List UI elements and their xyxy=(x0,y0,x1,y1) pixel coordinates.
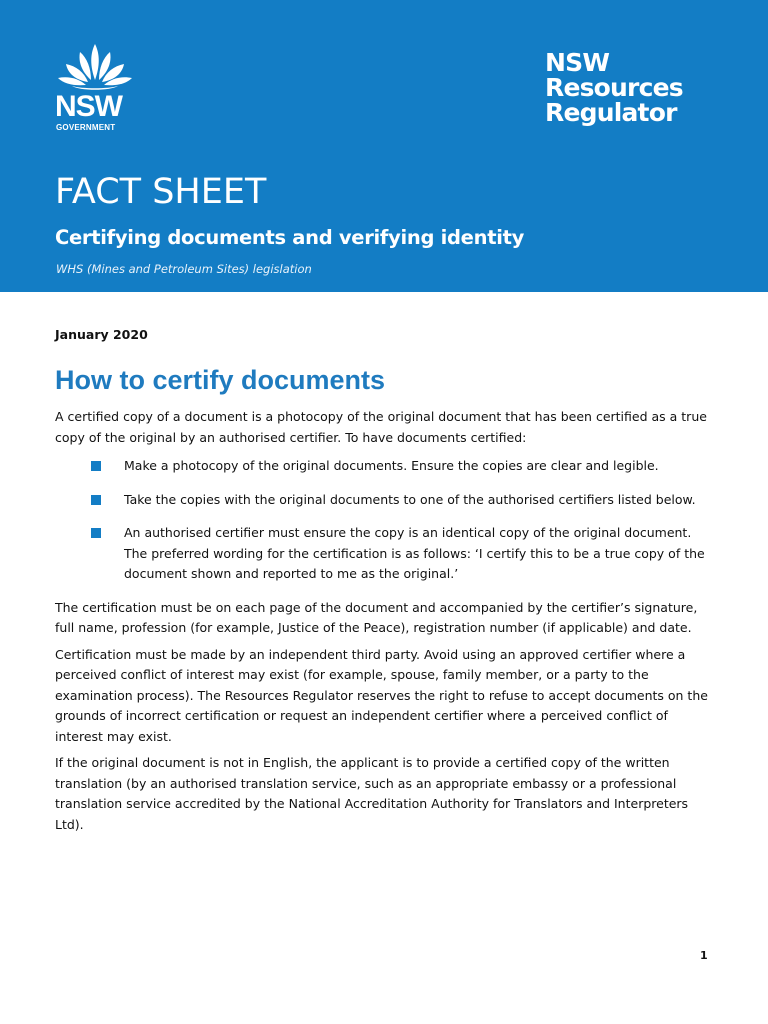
intro-paragraph: A certified copy of a document is a photocopy of the original document that has been certified as a true copy of the original by an authorised certifier. To have documents certified: xyxy=(55,409,707,445)
nsw-wordmark: NSW xyxy=(55,90,122,123)
fact-sheet-title: FACT SHEET xyxy=(55,172,267,212)
list-item xyxy=(55,490,715,511)
fact-sheet-subtitle: Certifying documents and verifying identity xyxy=(55,226,525,249)
square-bullet-icon xyxy=(91,495,101,505)
header-banner xyxy=(0,0,768,292)
list-item-text: Make a photocopy of the original documents. Ensure the copies are clear and legible. xyxy=(124,458,659,473)
government-wordmark: GOVERNMENT xyxy=(56,123,116,132)
list-item xyxy=(55,456,715,477)
document-body xyxy=(55,325,715,841)
list-item xyxy=(55,523,715,585)
list-item-text: Take the copies with the original documents to one of the authorised certifiers listed below. xyxy=(124,491,696,507)
section-heading: How to certify documents xyxy=(55,365,386,395)
list-item-text: An authorised certifier must ensure the copy is an identical copy of the original document. The preferred wording for the certification is as follows: ‘I certify this to be a true copy of the document shown and reported to me as the original.’ xyxy=(124,525,705,581)
waratah-icon xyxy=(50,40,140,95)
regulator-line: Resources xyxy=(545,73,683,102)
page-number: 1 xyxy=(700,949,708,962)
square-bullet-icon xyxy=(91,461,101,471)
resources-regulator-logo xyxy=(545,50,745,125)
regulator-line: Regulator xyxy=(545,98,677,127)
regulator-line: NSW xyxy=(545,48,610,77)
body-paragraph: Certification must be made by an independent third party. Avoid using an approved certifier where a perceived conflict of interest may exist (for example, spouse, family member, or a party to the examination process). The Resources Regulator reserves the right to refuse to accept documents on the grounds of incorrect certification or request an independent certifier where a perceived conflict of interest may exist. xyxy=(55,646,708,744)
body-paragraph: The certification must be on each page of the document and accompanied by the certifier’s signature, full name, profession (for example, Justice of the Peace), registration number (if applicable) and date. xyxy=(55,599,698,635)
square-bullet-icon xyxy=(91,528,101,538)
steps-list xyxy=(55,456,715,585)
body-paragraph: If the original document is not in English, the applicant is to provide a certified copy of the written translation (by an authorised translation service, such as an appropriate embassy or a professional translation service accredited by the National Accreditation Authority for Translators and Interpreters Ltd). xyxy=(55,755,689,832)
publication-date: January 2020 xyxy=(55,327,148,342)
legislation-label: WHS (Mines and Petroleum Sites) legislation xyxy=(56,262,312,276)
